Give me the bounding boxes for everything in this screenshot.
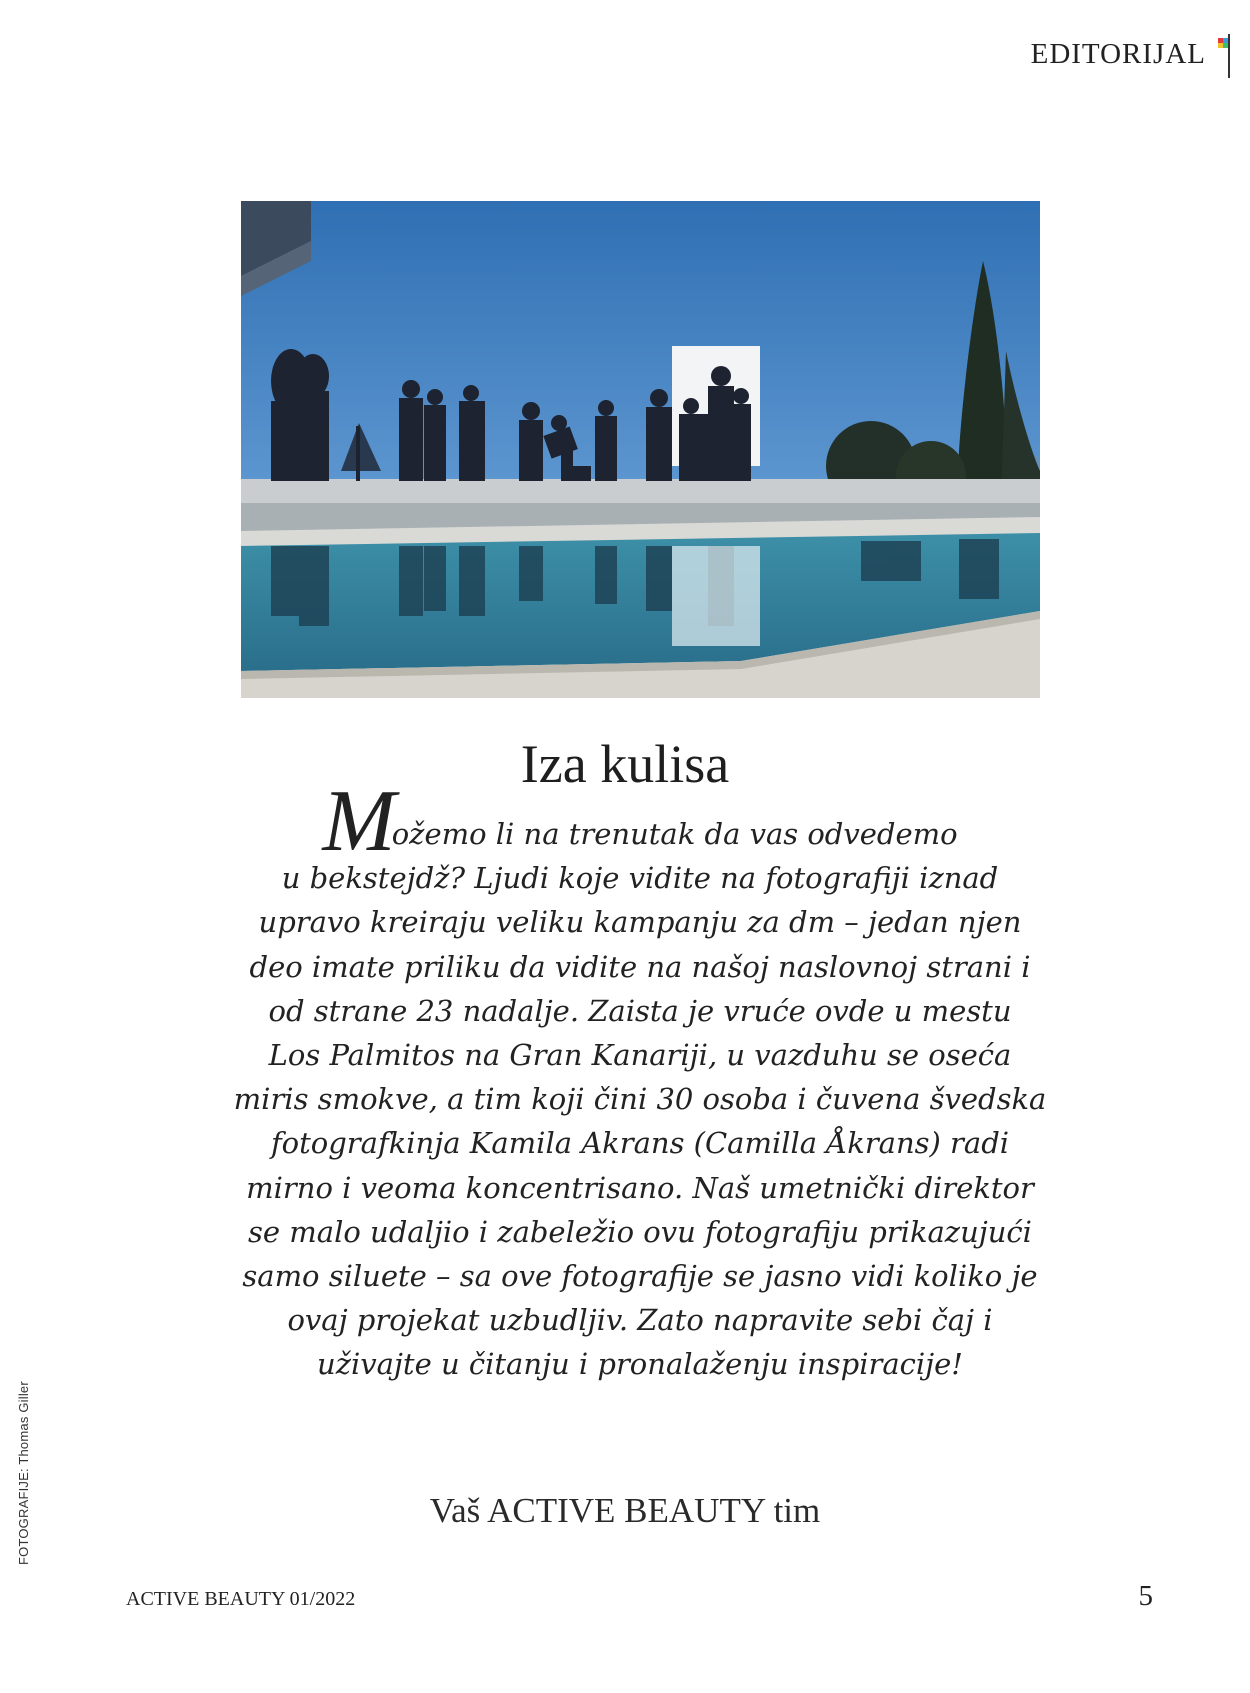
article-line: deo imate priliku da vidite na našoj naslovnoj strani i bbox=[249, 949, 1031, 984]
article-line: miris smokve, a tim koji čini 30 osoba i čuvena švedska bbox=[233, 1082, 1047, 1117]
section-divider bbox=[1228, 34, 1230, 78]
article-line: od strane 23 nadalje. Zaista je vruće ovde u mestu bbox=[268, 993, 1012, 1028]
footer-publication: ACTIVE BEAUTY 01/2022 bbox=[126, 1588, 356, 1610]
article-title: Iza kulisa bbox=[520, 734, 730, 794]
article-line: mirno i veoma koncentrisano. Naš umetnički direktor bbox=[246, 1170, 1034, 1205]
article-signoff: Vaš ACTIVE BEAUTY tim bbox=[429, 1491, 821, 1530]
article-line: uživajte u čitanju i pronalaženju inspiracije! bbox=[317, 1347, 963, 1382]
article-first-line bbox=[190, 773, 1090, 870]
photo-credit: FOTOGRAFIJE: Thomas Giller bbox=[16, 1381, 31, 1565]
article-body bbox=[190, 773, 1090, 1387]
color-mark-icon bbox=[1218, 38, 1228, 48]
article-line: Los Palmitos na Gran Kanariji, u vazduhu se oseća bbox=[268, 1038, 1012, 1073]
article-line: upravo kreiraju veliku kampanju za dm – jedan njen bbox=[258, 905, 1022, 940]
article-line: se malo udaljio i zabeležio ovu fotografiju prikazujući bbox=[248, 1214, 1032, 1249]
article-line: u bekstejdž? Ljudi koje vidite na fotografiji iznad bbox=[281, 861, 999, 896]
drop-cap: M bbox=[322, 773, 396, 870]
behind-the-scenes-photo bbox=[241, 201, 1040, 698]
page-number: 5 bbox=[1138, 1580, 1153, 1612]
article-line: ožemo li na trenutak da vas odvedemo bbox=[391, 817, 958, 851]
article-line: ovaj projekat uzbudljiv. Zato napravite sebi čaj i bbox=[287, 1303, 993, 1338]
section-label: EDITORIJAL bbox=[1030, 38, 1206, 70]
article-line: samo siluete – sa ove fotografije se jasno vidi koliko je bbox=[242, 1259, 1038, 1294]
article-line: fotografkinja Kamila Akrans (Camilla Åkrans) radi bbox=[270, 1126, 1010, 1161]
